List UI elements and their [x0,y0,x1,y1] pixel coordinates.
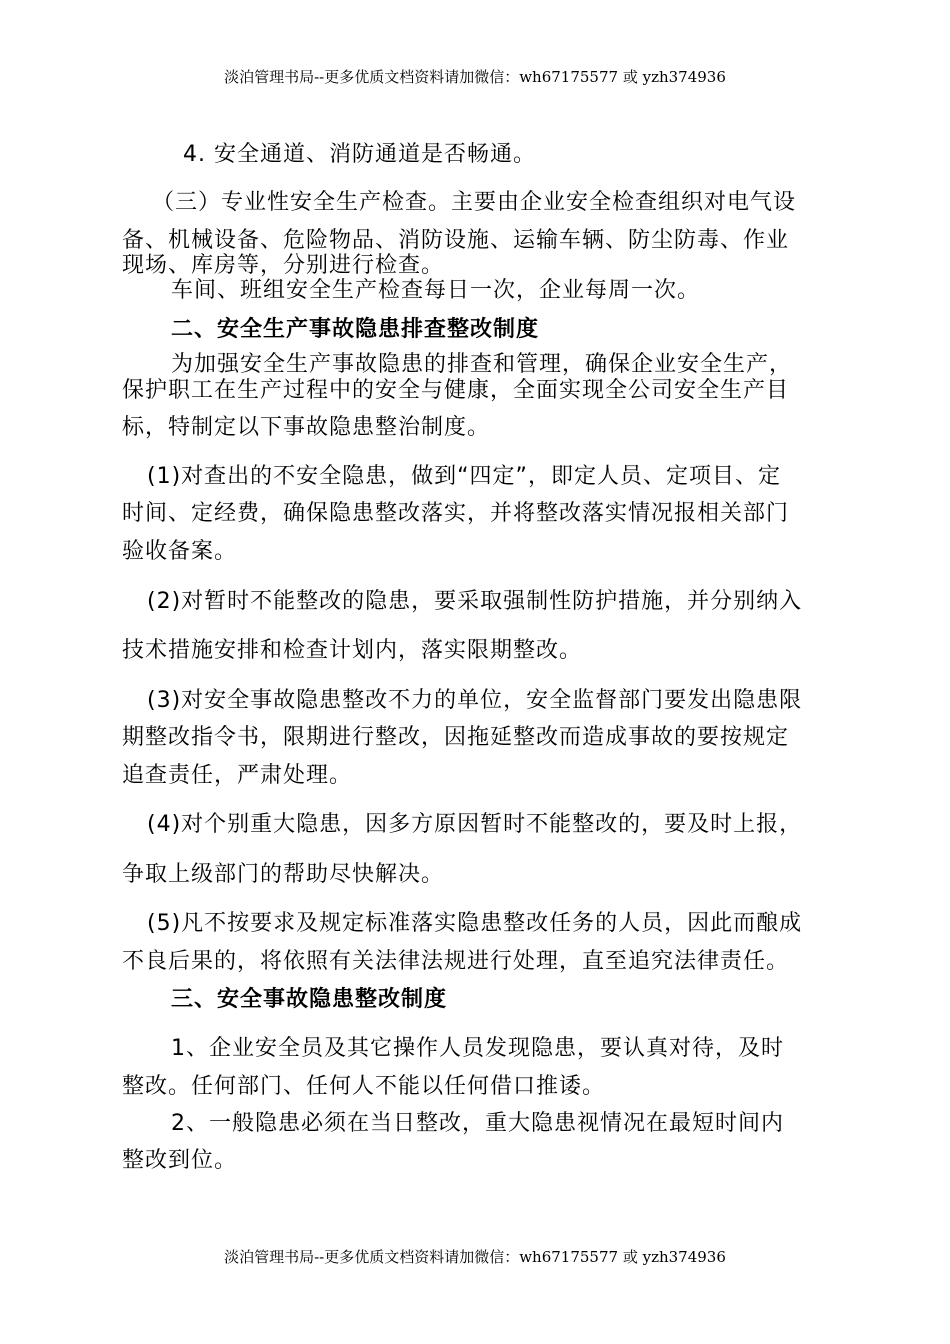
text-line: (3)对安全事故隐患整改不力的单位，安全监督部门要发出隐患限 [147,688,803,713]
text-line: 2、一般隐患必须在当日整改，重大隐患视情况在最短时间内 [171,1111,784,1136]
text-line: 验收备案。 [122,539,238,564]
text-line: 为加强安全生产事故隐患的排查和管理，确保企业安全生产， [171,352,793,377]
text-line: 争取上级部门的帮助尽快解决。 [122,862,445,887]
text-line: （三）专业性安全生产检查。主要由企业安全检查组织对电气设 [152,190,797,215]
text-line: 车间、班组安全生产检查每日一次，企业每周一次。 [171,278,701,303]
text-line: 保护职工在生产过程中的安全与健康，全面实现全公司安全生产目 [122,378,790,403]
text-line: 追查责任，严肃处理。 [122,763,353,788]
text-line: (1)对查出的不安全隐患，做到“四定”，即定人员、定项目、定 [147,464,781,489]
text-line: 4. 安全通道、消防通道是否畅通。 [183,142,536,167]
text-line: 现场、库房等，分别进行检查。 [122,253,445,278]
section-heading: 二、安全生产事故隐患排查整改制度 [171,317,540,342]
text-line: 标，特制定以下事故隐患整治制度。 [122,415,491,440]
text-line: (4)对个别重大隐患，因多方原因暂时不能整改的，要及时上报， [147,812,803,837]
page-footer: 淡泊管理书局--更多优质文档资料请加微信：wh67175577 或 yzh374936 [224,1248,726,1266]
page-header: 淡泊管理书局--更多优质文档资料请加微信：wh67175577 或 yzh374936 [224,68,726,86]
text-line: 1、企业安全员及其它操作人员发现隐患，要认真对待，及时 [171,1036,784,1061]
text-line: 整改。任何部门、任何人不能以任何借口推诿。 [122,1074,606,1099]
text-line: 期整改指令书，限期进行整改，因拖延整改而造成事故的要按规定 [122,725,790,750]
text-line: 不良后果的，将依照有关法律法规进行处理，直至追究法律责任。 [122,949,790,974]
text-line: 时间、定经费，确保隐患整改落实，并将整改落实情况报相关部门 [122,501,790,526]
text-line: 整改到位。 [122,1148,238,1173]
section-heading: 三、安全事故隐患整改制度 [171,987,448,1012]
text-line: (5)凡不按要求及规定标准落实隐患整改任务的人员，因此而酿成 [147,911,803,936]
text-line: 备、机械设备、危险物品、消防设施、运输车辆、防尘防毒、作业 [122,228,790,253]
text-line: (2)对暂时不能整改的隐患，要采取强制性防护措施，并分别纳入 [147,589,803,614]
text-line: 技术措施安排和检查计划内，落实限期整改。 [122,638,583,663]
